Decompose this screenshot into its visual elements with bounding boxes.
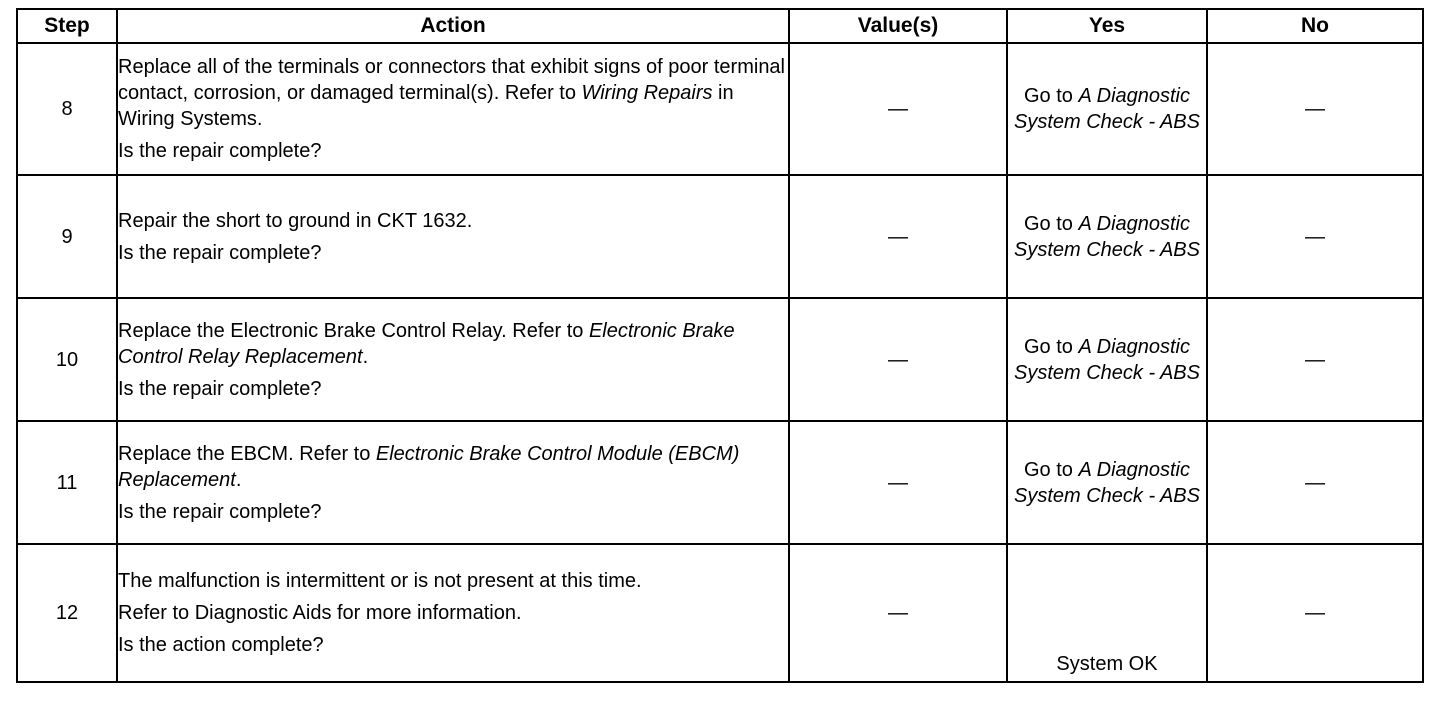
table-row (17, 421, 1423, 544)
yes-cell (1007, 544, 1207, 682)
value-cell: — (789, 421, 1007, 544)
header-values: Value(s) (789, 9, 1007, 43)
action-question: Is the repair complete? (118, 500, 322, 523)
action-extra-text: Refer to Diagnostic Aids for more information. (118, 602, 522, 624)
yes-reference-link[interactable]: A Diagnostic System Check - ABS (1014, 212, 1200, 261)
header-action: Action (117, 9, 789, 43)
table-row (17, 43, 1423, 175)
no-cell: — (1207, 298, 1423, 421)
yes-cell (1007, 175, 1207, 298)
action-text-post: . (362, 345, 369, 368)
yes-prefix: Go to (1023, 85, 1079, 107)
action-text (118, 318, 788, 370)
action-question: Is the action complete? (118, 634, 324, 656)
header-no: No (1207, 9, 1423, 43)
diagnostic-table (16, 8, 1424, 683)
action-text (118, 441, 788, 493)
action-text: The malfunction is intermittent or is not present at this time. (118, 570, 642, 592)
action-cell (117, 298, 789, 421)
yes-reference-link[interactable]: A Diagnostic System Check - ABS (1014, 85, 1200, 133)
yes-reference-link[interactable]: A Diagnostic System Check - ABS (1014, 458, 1200, 507)
action-text-pre: Replace the EBCM. Refer to (118, 442, 376, 465)
table-row (17, 544, 1423, 682)
step-number: 9 (17, 175, 117, 298)
action-text-pre: Replace all of the terminals or connectors that exhibit signs of poor terminal contact, corrosion, or damaged terminal(s). Refer to (118, 56, 786, 104)
yes-cell (1007, 43, 1207, 175)
action-cell (117, 43, 789, 175)
action-reference-link[interactable]: Wiring Repairs (581, 82, 713, 104)
value-cell: — (789, 175, 1007, 298)
yes-prefix: Go to (1023, 212, 1079, 235)
yes-cell (1007, 298, 1207, 421)
no-cell: — (1207, 544, 1423, 682)
action-cell (117, 544, 789, 682)
yes-reference-link[interactable]: A Diagnostic System Check - ABS (1014, 335, 1200, 384)
value-cell: — (789, 298, 1007, 421)
header-yes: Yes (1007, 9, 1207, 43)
no-cell: — (1207, 43, 1423, 175)
yes-prefix: Go to (1023, 335, 1079, 358)
action-cell (117, 421, 789, 544)
action-question: Is the repair complete? (118, 241, 322, 264)
value-cell: — (789, 544, 1007, 682)
no-cell: — (1207, 175, 1423, 298)
table-row (17, 298, 1423, 421)
header-row (17, 9, 1423, 43)
step-number: 10 (17, 298, 117, 421)
yes-system-ok: System OK (1056, 653, 1158, 675)
yes-prefix: Go to (1023, 458, 1079, 481)
action-text-post: in Wiring Systems. (118, 82, 734, 130)
action-question: Is the repair complete? (118, 377, 322, 400)
no-cell: — (1207, 421, 1423, 544)
header-step: Step (17, 9, 117, 43)
action-reference-link[interactable]: Electronic Brake Control Module (EBCM) Replacement (118, 442, 740, 491)
step-number: 8 (17, 43, 117, 175)
value-cell: — (789, 43, 1007, 175)
action-cell (117, 175, 789, 298)
table-row (17, 175, 1423, 298)
action-reference-link[interactable]: Electronic Brake Control Relay Replacement (118, 319, 735, 368)
action-text-pre: Replace the Electronic Brake Control Relay. Refer to (118, 319, 589, 342)
action-question: Is the repair complete? (118, 140, 322, 162)
step-number: 12 (17, 544, 117, 682)
step-number: 11 (17, 421, 117, 544)
yes-cell (1007, 421, 1207, 544)
action-text (118, 54, 788, 132)
action-text-post: . (235, 468, 242, 491)
action-text: Repair the short to ground in CKT 1632. (118, 209, 473, 232)
